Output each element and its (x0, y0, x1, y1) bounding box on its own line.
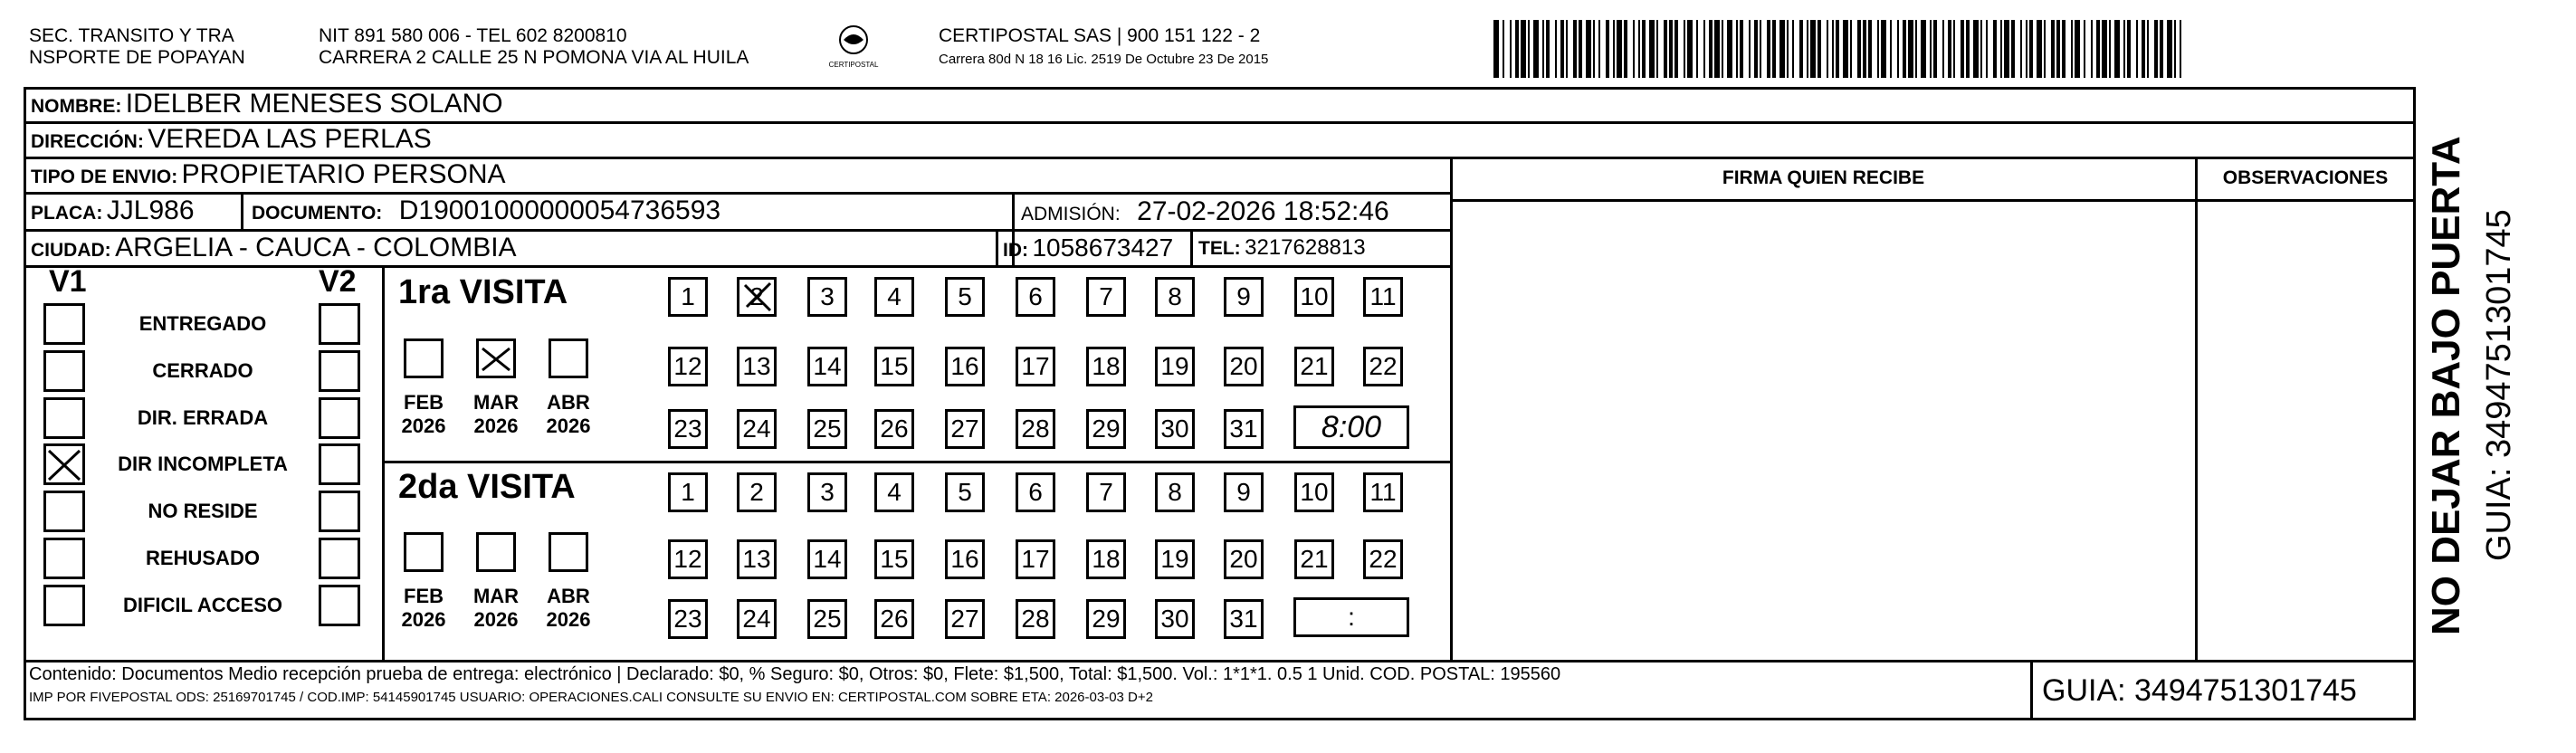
barcode-bar (2147, 20, 2149, 78)
tipo-envio-label: TIPO DE ENVIO: (31, 167, 178, 187)
barcode-bar (2062, 20, 2066, 78)
visit1-day-box[interactable]: 27 (945, 409, 985, 449)
visit1-day-box[interactable]: 18 (1086, 347, 1126, 386)
barcode-bar (1980, 20, 1982, 78)
barcode-bar (1877, 20, 1879, 78)
visit1-day-box[interactable]: 22 (1363, 347, 1403, 386)
v2-checkbox[interactable] (319, 443, 360, 485)
status-label: DIR INCOMPLETA (118, 453, 288, 475)
barcode-bar (2020, 20, 2022, 78)
barcode-bar (1727, 20, 1732, 78)
barcode-bar (2029, 20, 2033, 78)
barcode-bar (1986, 20, 1988, 78)
visit1-day-box[interactable]: 25 (807, 409, 847, 449)
signature-area[interactable] (1454, 203, 2194, 659)
status-label: DIR. ERRADA (137, 406, 269, 429)
visit1-day-box[interactable]: 9 (1224, 277, 1264, 317)
visit1-day-box[interactable]: 17 (1016, 347, 1055, 386)
visit1-day-box[interactable]: 6 (1016, 277, 1055, 317)
barcode-bar (1749, 20, 1751, 78)
v2-checkbox[interactable] (319, 303, 360, 345)
barcode-bar (2091, 20, 2093, 78)
visit2-day-box[interactable]: 15 (874, 539, 914, 579)
barcode-bar (1633, 20, 1635, 78)
barcode-bar (1696, 20, 1698, 78)
barcode-bar (1993, 20, 1997, 78)
visit2-day-box[interactable]: 29 (1086, 599, 1126, 639)
barcode-bar (1674, 20, 1678, 78)
sender-line-1: SEC. TRANSITO Y TRA (29, 25, 234, 46)
visit1-day-box[interactable]: 20 (1224, 347, 1264, 386)
visit2-time-box[interactable]: : (1293, 597, 1409, 637)
v1-checkbox[interactable] (43, 585, 85, 626)
visit2-title: 2da VISITA (398, 468, 576, 506)
status-label: REHUSADO (146, 547, 260, 569)
visit1-day-box[interactable]: 28 (1016, 409, 1055, 449)
firma-header: FIRMA QUIEN RECIBE (1722, 167, 1925, 188)
id-value: 1058673427 (1032, 234, 1174, 262)
nit-line-1: NIT 891 580 006 - TEL 602 8200810 (319, 25, 627, 46)
barcode-bar (2154, 20, 2158, 78)
v2-checkbox[interactable] (319, 397, 360, 439)
documento-value: D19001000000054736593 (398, 195, 721, 225)
visit1-day-box[interactable]: 30 (1155, 409, 1195, 449)
imp-text: IMP POR FIVEPOSTAL ODS: 25169701745 / COD.IMP: 54145901745 USUARIO: OPERACIONES.CALI CONSULTE SU ENVIO EN: CERTIPOSTAL.COM SOBRE ETA: 2026-03-03 D+2 (29, 690, 1153, 705)
barcode-bar (1624, 20, 1627, 78)
barcode-bar (1493, 20, 1499, 78)
visit2-month-abr: ABR 2026 (546, 585, 591, 631)
sender-line-2: NSPORTE DE POPAYAN (29, 47, 245, 68)
visit2-day-box[interactable]: 2 (737, 472, 777, 512)
barcode-bar (1598, 20, 1600, 78)
barcode-bar (1687, 20, 1693, 78)
visit2-day-box[interactable]: 11 (1363, 472, 1403, 512)
barcode-bar (1617, 20, 1622, 78)
barcode-bar (1921, 20, 1926, 78)
barcode-bar (1560, 20, 1564, 78)
direccion-value: VEREDA LAS PERLAS (148, 124, 432, 154)
barcode-bar (2037, 20, 2042, 78)
barcode-bar (1606, 20, 1609, 78)
barcode-bar (1669, 20, 1673, 78)
nombre-label: NOMBRE: (31, 96, 122, 117)
v2-checkbox[interactable] (319, 585, 360, 626)
v1-checkbox[interactable] (43, 303, 85, 345)
v1-checkbox[interactable] (43, 350, 85, 392)
barcode-bar (1779, 20, 1785, 78)
barcode (1493, 20, 2181, 78)
barcode-bar (1503, 20, 1504, 78)
v1-checkbox[interactable] (43, 443, 85, 485)
barcode-bar (1555, 20, 1557, 78)
visit2-day-box[interactable]: 31 (1224, 599, 1264, 639)
barcode-bar (2075, 20, 2080, 78)
tipo-envio-value: PROPIETARIO PERSONA (181, 159, 506, 189)
barcode-bar (2109, 20, 2111, 78)
v1-checkbox[interactable] (43, 491, 85, 532)
barcode-bar (2142, 20, 2145, 78)
visit2-day-box[interactable]: 5 (945, 472, 985, 512)
barcode-bar (1767, 20, 1770, 78)
visit1-month-mar: MAR 2026 (472, 391, 520, 437)
visit2-day-box[interactable]: 19 (1155, 539, 1195, 579)
barcode-bar (1684, 20, 1685, 78)
ciudad-label: CIUDAD: (31, 240, 111, 261)
nit-line-2: CARRERA 2 CALLE 25 N POMONA VIA AL HUILA (319, 47, 749, 68)
visit2-day-box[interactable]: 20 (1224, 539, 1264, 579)
barcode-bar (1510, 20, 1512, 78)
v1-checkbox[interactable] (43, 538, 85, 579)
v1-checkbox[interactable] (43, 397, 85, 439)
barcode-bar (1908, 20, 1913, 78)
visit2-day-box[interactable]: 23 (668, 599, 708, 639)
visit1-day-box[interactable]: 2 (737, 277, 777, 317)
footer-guia: GUIA: 3494751301745 (2042, 673, 2357, 708)
barcode-bar (1714, 20, 1720, 78)
barcode-bar (1787, 20, 1789, 78)
barcode-bar (1740, 20, 1743, 78)
barcode-bar (1890, 20, 1892, 78)
barcode-bar (1903, 20, 1906, 78)
barcode-bar (1810, 20, 1816, 78)
visit2-day-box[interactable]: 9 (1224, 472, 1264, 512)
observaciones-header: OBSERVACIONES (2222, 167, 2389, 188)
direccion-label: DIRECCIÓN: (31, 131, 144, 152)
barcode-bar (1533, 20, 1539, 78)
barcode-bar (1709, 20, 1713, 78)
visit1-day-box[interactable]: 14 (807, 347, 847, 386)
contenido-text: Contenido: Documentos Medio recepción prueba de entrega: electrónico | Declarado: $0, % Seguro: $0, Otros: $0, Flete: $1,500, Total: $1,500. Vol.: 1*1*1. 0.5 1 Unid. COD. POSTAL: 195560 (29, 664, 1561, 684)
check-x-icon (739, 280, 774, 314)
visit2-month-abr-checkbox[interactable] (549, 532, 588, 572)
barcode-bar (1897, 20, 1899, 78)
visit2-day-box[interactable]: 18 (1086, 539, 1126, 579)
v1-label: V1 (49, 264, 87, 299)
barcode-bar (1642, 20, 1646, 78)
svg-text:CERTIPOSTAL: CERTIPOSTAL (828, 61, 879, 69)
status-label: CERRADO (152, 359, 253, 382)
barcode-bar (2174, 20, 2176, 78)
barcode-bar (1966, 20, 1970, 78)
visit1-day-box[interactable]: 11 (1363, 277, 1403, 317)
barcode-bar (2084, 20, 2085, 78)
visit2-day-box[interactable]: 24 (737, 599, 777, 639)
no-dejar-bajo-puerta: NO DEJAR BAJO PUERTA (2424, 136, 2468, 635)
check-x-icon (479, 341, 513, 376)
visit1-month-mar-checkbox[interactable] (476, 338, 516, 378)
visit1-day-box[interactable]: 31 (1224, 409, 1264, 449)
barcode-bar (2123, 20, 2125, 78)
barcode-bar (1792, 20, 1794, 78)
certipostal-logo-icon (822, 22, 885, 72)
barcode-bar (1772, 20, 1776, 78)
visit1-day-box[interactable]: 16 (945, 347, 985, 386)
id-label: ID: (1003, 240, 1028, 261)
visit2-day-box[interactable]: 6 (1016, 472, 1055, 512)
barcode-bar (1593, 20, 1595, 78)
visit2-day-box[interactable]: 3 (807, 472, 847, 512)
check-x-icon (46, 446, 82, 482)
barcode-bar (1807, 20, 1808, 78)
barcode-bar (2026, 20, 2027, 78)
carrier-line-1: CERTIPOSTAL SAS | 900 151 122 - 2 (939, 25, 1261, 46)
barcode-bar (1613, 20, 1615, 78)
visit1-month-feb-checkbox[interactable] (404, 338, 444, 378)
visit2-day-box[interactable]: 28 (1016, 599, 1055, 639)
placa-label: PLACA: (31, 203, 103, 224)
barcode-bar (1573, 20, 1577, 78)
visit2-day-box[interactable]: 13 (737, 539, 777, 579)
v2-checkbox[interactable] (319, 538, 360, 579)
visit1-day-box[interactable]: 12 (668, 347, 708, 386)
documento-label: DOCUMENTO: (252, 203, 383, 224)
tel-value: 3217628813 (1245, 235, 1366, 260)
visit1-day-box[interactable]: 8 (1155, 277, 1195, 317)
visit2-day-box[interactable]: 12 (668, 539, 708, 579)
status-label: ENTREGADO (138, 312, 267, 335)
visit1-title: 1ra VISITA (398, 273, 568, 311)
observaciones-area[interactable] (2199, 203, 2412, 659)
visit1-day-box[interactable]: 1 (668, 277, 708, 317)
visit2-month-feb: FEB 2026 (401, 585, 446, 631)
barcode-bar (1754, 20, 1758, 78)
barcode-bar (2167, 20, 2172, 78)
barcode-bar (1638, 20, 1640, 78)
barcode-bar (1881, 20, 1886, 78)
barcode-bar (1973, 20, 1979, 78)
visit1-day-box[interactable]: 26 (874, 409, 914, 449)
visit1-day-box[interactable]: 15 (874, 347, 914, 386)
visit2-day-box[interactable]: 22 (1363, 539, 1403, 579)
side-guia: GUIA: 3494751301745 (2480, 209, 2518, 561)
barcode-bar (1656, 20, 1658, 78)
v2-label: V2 (319, 264, 357, 299)
admision-label: ADMISIÓN: (1021, 204, 1121, 224)
barcode-bar (2011, 20, 2015, 78)
barcode-bar (2102, 20, 2107, 78)
barcode-bar (1836, 20, 1839, 78)
barcode-bar (2000, 20, 2002, 78)
barcode-bar (2044, 20, 2046, 78)
barcode-bar (1827, 20, 1828, 78)
barcode-bar (1832, 20, 1834, 78)
barcode-bar (1521, 20, 1526, 78)
barcode-bar (1586, 20, 1591, 78)
visit1-day-box[interactable]: 5 (945, 277, 985, 317)
visit2-day-box[interactable]: 30 (1155, 599, 1195, 639)
visit2-day-box[interactable]: 26 (874, 599, 914, 639)
visit2-day-box[interactable]: 17 (1016, 539, 1055, 579)
visit2-day-box[interactable]: 25 (807, 599, 847, 639)
visit2-month-mar-checkbox[interactable] (476, 532, 516, 572)
barcode-bar (2051, 20, 2055, 78)
barcode-bar (1818, 20, 1821, 78)
barcode-bar (1942, 20, 1944, 78)
barcode-bar (1948, 20, 1951, 78)
visit1-day-box[interactable]: 10 (1294, 277, 1334, 317)
visit2-day-box[interactable]: 16 (945, 539, 985, 579)
barcode-bar (1915, 20, 1917, 78)
visit1-day-box[interactable]: 4 (874, 277, 914, 317)
barcode-bar (1930, 20, 1932, 78)
barcode-bar (1863, 20, 1866, 78)
visit2-day-box[interactable]: 10 (1294, 472, 1334, 512)
barcode-bar (2056, 20, 2060, 78)
barcode-bar (2160, 20, 2163, 78)
barcode-bar (2180, 20, 2181, 78)
barcode-bar (1799, 20, 1803, 78)
visit1-month-abr-checkbox[interactable] (549, 338, 588, 378)
v2-checkbox[interactable] (319, 491, 360, 532)
visit2-day-box[interactable]: 4 (874, 472, 914, 512)
barcode-bar (1736, 20, 1738, 78)
visit1-month-feb: FEB 2026 (401, 391, 446, 437)
tel-label: TEL: (1198, 238, 1241, 259)
barcode-bar (1953, 20, 1955, 78)
barcode-bar (1566, 20, 1568, 78)
barcode-bar (1703, 20, 1705, 78)
barcode-bar (2114, 20, 2120, 78)
ciudad-value: ARGELIA - CAUCA - COLOMBIA (115, 233, 517, 262)
barcode-bar (1579, 20, 1582, 78)
visit1-day-box[interactable]: 21 (1294, 347, 1334, 386)
barcode-bar (2004, 20, 2009, 78)
visit2-day-box[interactable]: 27 (945, 599, 985, 639)
barcode-bar (2096, 20, 2100, 78)
visit1-day-box[interactable]: 13 (737, 347, 777, 386)
visit1-time-box[interactable]: 8:00 (1293, 405, 1409, 449)
visit1-day-box[interactable]: 7 (1086, 277, 1126, 317)
barcode-bar (1664, 20, 1667, 78)
visit2-day-box[interactable]: 21 (1294, 539, 1334, 579)
barcode-bar (1542, 20, 1544, 78)
visit1-month-abr: ABR 2026 (546, 391, 591, 437)
barcode-bar (1649, 20, 1655, 78)
visit2-month-mar: MAR 2026 (472, 585, 520, 631)
nombre-value: IDELBER MENESES SOLANO (125, 89, 503, 119)
barcode-bar (1528, 20, 1530, 78)
barcode-bar (1850, 20, 1852, 78)
status-label: NO RESIDE (148, 500, 258, 522)
visit1-day-box[interactable]: 19 (1155, 347, 1195, 386)
barcode-bar (1760, 20, 1761, 78)
carrier-line-2: Carrera 80d N 18 16 Lic. 2519 De Octubre 23 De 2015 (939, 52, 1269, 67)
barcode-bar (1843, 20, 1848, 78)
barcode-bar (1515, 20, 1519, 78)
barcode-bar (1868, 20, 1872, 78)
visit2-day-box[interactable]: 1 (668, 472, 708, 512)
visit1-day-box[interactable]: 3 (807, 277, 847, 317)
barcode-bar (2136, 20, 2138, 78)
visit2-day-box[interactable]: 14 (807, 539, 847, 579)
visit2-day-box[interactable]: 8 (1155, 472, 1195, 512)
visit2-month-feb-checkbox[interactable] (404, 532, 444, 572)
visit1-day-box[interactable]: 29 (1086, 409, 1126, 449)
barcode-bar (1933, 20, 1937, 78)
visit1-day-box[interactable]: 24 (737, 409, 777, 449)
admision-value: 27-02-2026 18:52:46 (1137, 196, 1389, 226)
barcode-bar (1857, 20, 1861, 78)
barcode-bar (1546, 20, 1550, 78)
status-label: DIFICIL ACCESO (122, 594, 282, 616)
visit1-day-box[interactable]: 23 (668, 409, 708, 449)
barcode-bar (1961, 20, 1964, 78)
barcode-bar (2071, 20, 2073, 78)
visit2-day-box[interactable]: 7 (1086, 472, 1126, 512)
barcode-bar (1722, 20, 1723, 78)
barcode-bar (2127, 20, 2131, 78)
placa-value: JJL986 (106, 195, 195, 225)
v2-checkbox[interactable] (319, 350, 360, 392)
